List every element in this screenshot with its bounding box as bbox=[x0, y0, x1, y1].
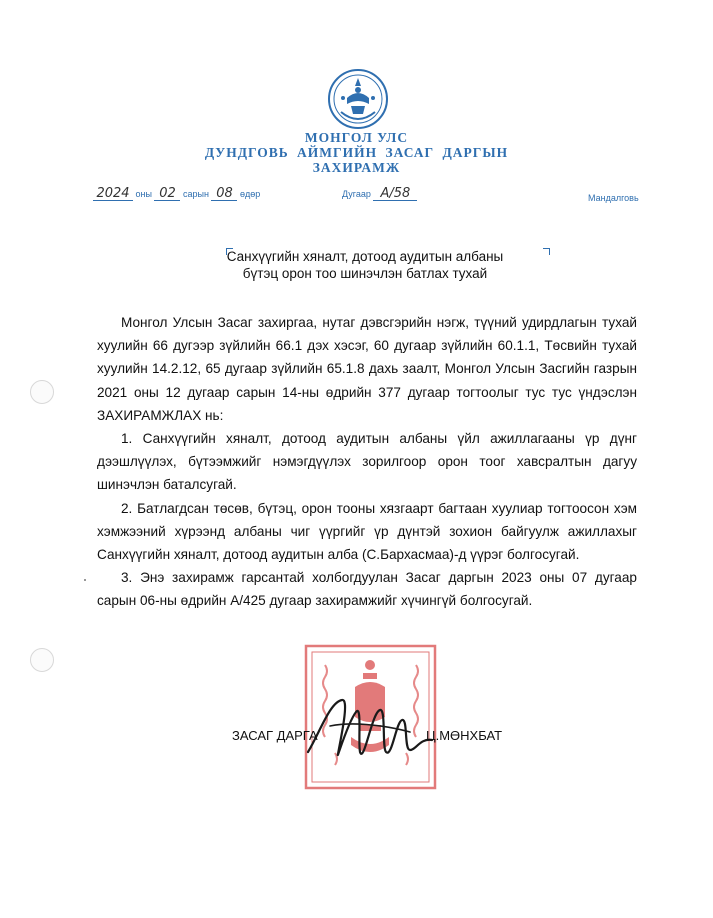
date-day: 08 bbox=[211, 187, 237, 201]
scan-speck bbox=[84, 579, 86, 581]
document-body bbox=[97, 311, 637, 613]
signatory-name: Ц.МӨНХБАТ bbox=[426, 728, 503, 743]
date-year: 2024 bbox=[93, 187, 133, 201]
body-paragraph-2: 2. Батлагдсан төсөв, бүтэц, орон тооны хязгаарт багтаан хуулиар тогтоосон хэм хэмжээний хүрээнд албаны чиг үүргийг үр дүнтэй зохион байгуулж ажиллахыг Санхүүгийн хяналт, дотоод аудитын алба (С.Бархасмаа)-д үүрэг болгосугай. bbox=[97, 500, 637, 563]
document-subject bbox=[150, 248, 580, 282]
date-day-label: өдөр bbox=[239, 189, 261, 199]
header-line3: ЗАХИРАМЖ bbox=[312, 160, 401, 175]
date-month-label: сарын bbox=[183, 189, 209, 199]
date-month: 02 bbox=[154, 187, 180, 201]
number-label: Дугаар bbox=[342, 189, 371, 199]
handwritten-signature bbox=[300, 692, 440, 770]
subject-line1: Санхүүгийн хяналт, дотоод аудитын албаны bbox=[226, 249, 504, 264]
punch-hole bbox=[30, 648, 54, 672]
body-paragraph-preamble: Монгол Улсын Засаг захиргаа, нутаг дэвсгэрийн нэгж, түүний удирдлагын тухай хуулийн 66 дугээр зүйлийн 66.1 дэх хэсэг, 60 дугаар зүйлийн 60.1.1, Төсвийн тухай хуулийн 14.2.12, 65 дугаар зүйлийн 65.1.8 дахь заалт, Монгол Улсын Засгийн газрын 2021 оны 12 дугаар сарын 14-ны өдрийн 377 дугаар тогтоолыг тус тус үндэслэн ЗАХИРАМЖЛАХ нь: bbox=[97, 315, 637, 423]
header-line2: ДУНДГОВЬ АЙМГИЙН ЗАСАГ ДАРГЫН bbox=[204, 145, 509, 160]
document-date bbox=[93, 187, 260, 201]
header-line1: МОНГОЛ УЛС bbox=[304, 130, 409, 145]
body-paragraph-1: 1. Санхүүгийн хяналт, дотоод аудитын албаны үйл ажиллагааны үр дүнг дээшлүүлэх, бүтээмжийг нэмэгдүүлэх зорилгоор орон тоог хавсралтын дагуу шинэчлэн баталсугай. bbox=[97, 431, 637, 493]
document-number bbox=[342, 187, 417, 201]
punch-hole bbox=[30, 380, 54, 404]
state-emblem-icon bbox=[327, 68, 389, 130]
date-year-label: оны bbox=[135, 189, 152, 199]
body-paragraph-3: 3. Энэ захирамж гарсантай холбогдуулан Засаг даргын 2023 оны 07 дугаар сарын 06-ны өдрийн А/425 дугаар захирамжийг хүчингүй болгосугай. bbox=[97, 570, 637, 609]
document-place: Мандалговь bbox=[588, 193, 639, 203]
number-value: A/58 bbox=[373, 187, 417, 201]
signatory-title: ЗАСАГ ДАРГА bbox=[232, 728, 318, 743]
subject-line2: бүтэц орон тоо шинэчлэн батлах тухай bbox=[242, 266, 488, 281]
